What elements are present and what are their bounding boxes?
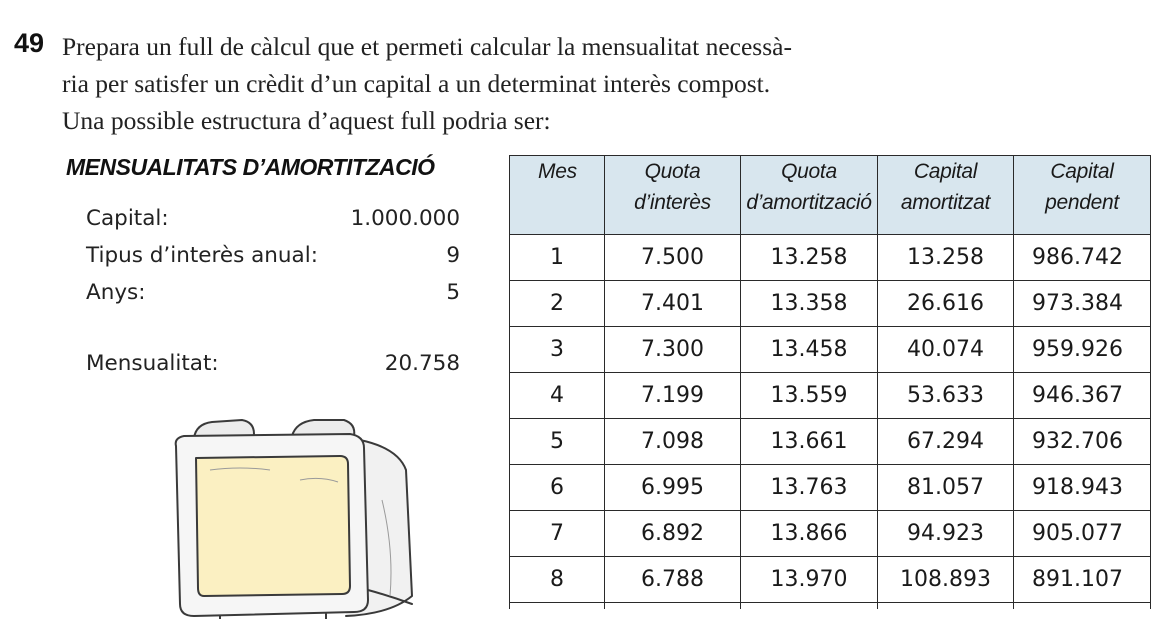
- cell-quota-amortitzacio: 13.559: [741, 373, 878, 419]
- cell-quota-interes: 7.098: [605, 419, 741, 465]
- cell-mes: 2: [510, 281, 605, 327]
- cell-quota-amortitzacio: 13.358: [741, 281, 878, 327]
- cell-capital-pendent: 986.742: [1014, 235, 1151, 281]
- computer-monitor-icon: [150, 400, 430, 624]
- cell-quota-interes: 6.892: [605, 511, 741, 557]
- table-row: [510, 235, 1151, 281]
- cell-mes: 3: [510, 327, 605, 373]
- header-capital-pendent: Capital pendent: [1014, 156, 1151, 235]
- sheet-title: MENSUALITATS D’AMORTITZACIÓ: [66, 154, 435, 180]
- cell-quota-interes: 7.401: [605, 281, 741, 327]
- cell-quota-interes: 7.300: [605, 327, 741, 373]
- param-label: Tipus d’interès anual:: [86, 243, 318, 268]
- cell-capital-amortitzat: 53.633: [878, 373, 1014, 419]
- cell-quota-interes: 7.500: [605, 235, 741, 281]
- param-interest-rate: [86, 243, 460, 268]
- header-mes: Mes: [510, 156, 605, 235]
- table-header-row: [510, 156, 1151, 235]
- cell-capital-amortitzat: 40.074: [878, 327, 1014, 373]
- cell-empty: [1014, 603, 1151, 610]
- cell-quota-amortitzacio: 13.866: [741, 511, 878, 557]
- table-row: [510, 419, 1151, 465]
- cell-mes: 1: [510, 235, 605, 281]
- result-value: 20.758: [384, 351, 460, 376]
- cell-quota-amortitzacio: 13.763: [741, 465, 878, 511]
- cell-quota-interes: 7.199: [605, 373, 741, 419]
- exercise-number: 49: [14, 28, 45, 58]
- table-row: [510, 557, 1151, 603]
- statement-line-3: Una possible estructura d’aquest full podria ser:: [62, 106, 551, 135]
- cell-capital-pendent: 973.384: [1014, 281, 1151, 327]
- cell-quota-interes: 6.788: [605, 557, 741, 603]
- cell-capital-amortitzat: 67.294: [878, 419, 1014, 465]
- param-value: 1.000.000: [350, 206, 460, 231]
- cell-capital-amortitzat: 94.923: [878, 511, 1014, 557]
- header-quota-interes: Quota d’interès: [605, 156, 741, 235]
- cell-capital-pendent: 959.926: [1014, 327, 1151, 373]
- exercise-statement: [62, 28, 1142, 139]
- result-monthly-payment: [86, 351, 460, 376]
- cell-capital-pendent: 946.367: [1014, 373, 1151, 419]
- cell-capital-amortitzat: 26.616: [878, 281, 1014, 327]
- table-row: [510, 465, 1151, 511]
- param-value: 5: [446, 280, 460, 305]
- cell-mes: 8: [510, 557, 605, 603]
- result-label: Mensualitat:: [86, 351, 219, 376]
- cell-empty: [605, 603, 741, 610]
- cell-quota-amortitzacio: 13.661: [741, 419, 878, 465]
- header-quota-amortitzacio: Quota d’amortització: [741, 156, 878, 235]
- param-years: [86, 280, 460, 305]
- statement-line-2: ria per satisfer un crèdit d’un capital a un determinat interès compost.: [62, 69, 771, 98]
- table-row: [510, 373, 1151, 419]
- cell-capital-pendent: 918.943: [1014, 465, 1151, 511]
- param-label: Anys:: [86, 280, 146, 305]
- cell-quota-amortitzacio: 13.258: [741, 235, 878, 281]
- table-row-partial: [510, 603, 1151, 610]
- amortization-table: [509, 155, 1151, 609]
- cell-capital-amortitzat: 13.258: [878, 235, 1014, 281]
- cell-capital-pendent: 932.706: [1014, 419, 1151, 465]
- cell-mes: 4: [510, 373, 605, 419]
- param-capital: [86, 206, 460, 231]
- cell-mes: 7: [510, 511, 605, 557]
- table-row: [510, 327, 1151, 373]
- cell-mes: 6: [510, 465, 605, 511]
- param-label: Capital:: [86, 206, 169, 231]
- cell-quota-amortitzacio: 13.970: [741, 557, 878, 603]
- cell-capital-amortitzat: 108.893: [878, 557, 1014, 603]
- header-capital-amortitzat: Capital amortitzat: [878, 156, 1014, 235]
- cell-empty: [878, 603, 1014, 610]
- cell-mes: 5: [510, 419, 605, 465]
- cell-capital-amortitzat: 81.057: [878, 465, 1014, 511]
- table-row: [510, 281, 1151, 327]
- cell-empty: [510, 603, 605, 610]
- statement-line-1: Prepara un full de càlcul que et permeti calcular la mensualitat necessà-: [62, 32, 792, 61]
- cell-capital-pendent: 891.107: [1014, 557, 1151, 603]
- cell-capital-pendent: 905.077: [1014, 511, 1151, 557]
- cell-quota-interes: 6.995: [605, 465, 741, 511]
- param-value: 9: [446, 243, 460, 268]
- table-row: [510, 511, 1151, 557]
- cell-empty: [741, 603, 878, 610]
- cell-quota-amortitzacio: 13.458: [741, 327, 878, 373]
